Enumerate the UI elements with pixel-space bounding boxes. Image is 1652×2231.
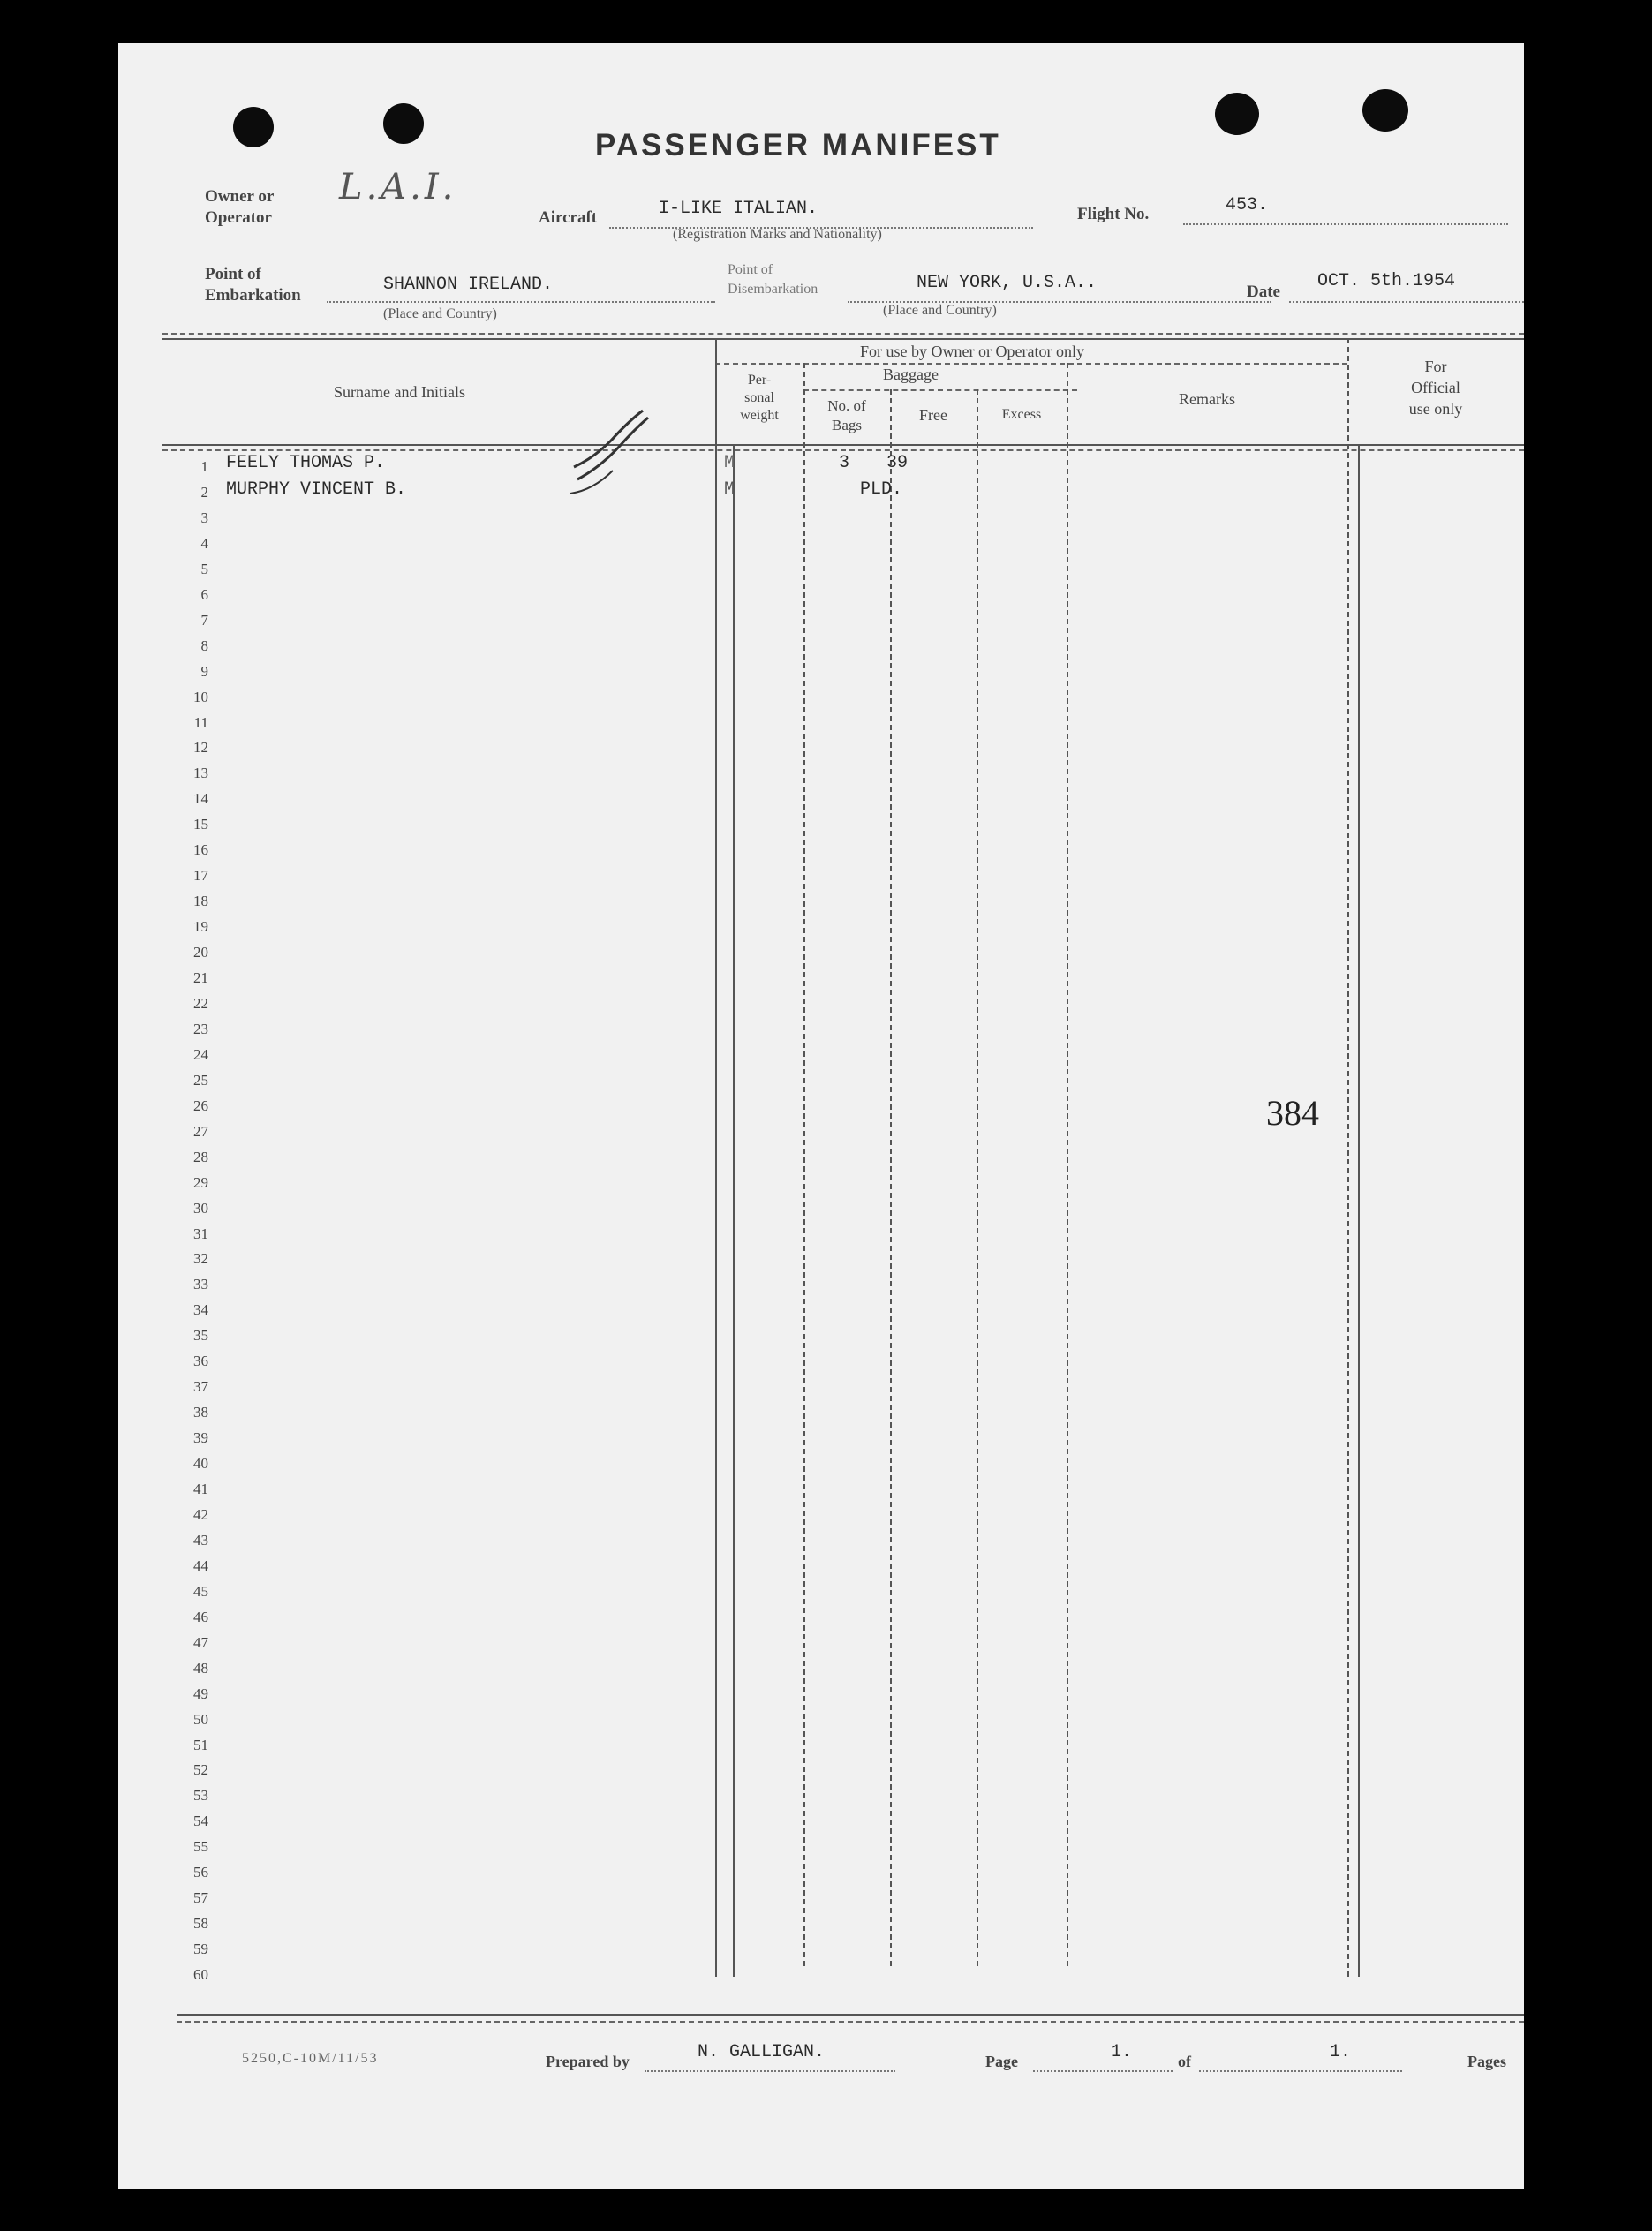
stamp-number: 384 (1266, 1093, 1319, 1133)
row-number: 51 (193, 1736, 208, 1753)
row-number: 48 (193, 1659, 208, 1677)
row-number: 20 (193, 944, 208, 961)
row-number: 23 (193, 1020, 208, 1037)
form-code: 5250,C-10M/11/53 (242, 2051, 379, 2066)
manifest-page (118, 43, 1524, 2189)
row-number: 29 (193, 1173, 208, 1191)
row-number: 26 (193, 1097, 208, 1114)
of-dotted-line (1199, 2070, 1402, 2072)
free-header: Free (919, 406, 947, 424)
row-number: 60 (193, 1966, 208, 1984)
row-number: 41 (193, 1481, 208, 1497)
punch-hole (1362, 89, 1408, 132)
column-rule (890, 389, 892, 1966)
weight-header: Per- sonal weight (740, 373, 779, 423)
row-number: 11 (193, 713, 208, 731)
row-number: 47 (193, 1633, 208, 1651)
punch-hole (383, 103, 424, 144)
row-number: 28 (193, 1148, 208, 1165)
remarks-header: Remarks (1179, 390, 1235, 408)
aircraft-label: Aircraft (539, 208, 598, 227)
passenger-name: FEELY THOMAS P. (226, 453, 386, 473)
row-number: 56 (193, 1864, 208, 1881)
check-mark-icon (567, 405, 655, 502)
prepared-label: Prepared by (546, 2053, 630, 2070)
date-dotted-line (1289, 301, 1524, 303)
row-number: 50 (193, 1710, 208, 1728)
row-number: 49 (193, 1685, 208, 1702)
pages-label: Pages (1467, 2053, 1506, 2070)
passenger-name: MURPHY VINCENT B. (226, 479, 407, 500)
row-number: 2 (200, 483, 208, 501)
footer-rule (177, 2021, 1524, 2023)
row-number: 8 (200, 637, 208, 654)
owner-label: Owner or Operator (205, 187, 275, 227)
row-number: 7 (200, 611, 208, 629)
row-number: 3 (200, 509, 208, 526)
page-value: 1. (1111, 2042, 1133, 2062)
aircraft-value: I-LIKE ITALIAN. (659, 199, 818, 219)
official-header: For Official use only (1408, 358, 1463, 418)
row-number: 55 (193, 1838, 208, 1856)
of-value: 1. (1330, 2042, 1352, 2062)
row-number: 54 (193, 1813, 208, 1830)
passenger-bags: 3 (839, 453, 850, 473)
row-number: 33 (193, 1276, 208, 1293)
row-number: 59 (193, 1941, 208, 1958)
row-number: 22 (193, 994, 208, 1012)
row-number: 46 (193, 1608, 208, 1625)
row-number: 19 (193, 918, 208, 936)
header-top-rule (162, 338, 1524, 340)
row-number: 10 (193, 688, 208, 705)
date-value: OCT. 5th.1954 (1317, 271, 1456, 291)
flight-dotted-line (1183, 223, 1508, 225)
header-bottom-rule (162, 449, 1524, 451)
bags-header: No. of Bags (827, 397, 866, 433)
punch-hole (1215, 93, 1259, 135)
row-number: 39 (193, 1429, 208, 1447)
row-number: 9 (200, 662, 208, 680)
column-rule (715, 338, 717, 1977)
row-number: 40 (193, 1455, 208, 1473)
row-number: 25 (193, 1071, 208, 1089)
page-dotted-line (1033, 2070, 1173, 2072)
excess-header: Excess (1001, 407, 1042, 422)
owner-only-header: For use by Owner or Operator only (860, 343, 1084, 360)
of-label: of (1178, 2053, 1191, 2070)
surname-header: Surname and Initials (334, 383, 465, 401)
passenger-free: PLD. (860, 479, 903, 500)
disembark-caption: (Place and Country) (883, 303, 997, 318)
owner-only-rule (715, 363, 1347, 365)
passenger-weight: M (724, 453, 735, 473)
owner-value: L.A.I. (339, 167, 457, 207)
row-number: 32 (193, 1250, 208, 1268)
flight-value: 453. (1226, 195, 1269, 215)
footer-rule (177, 2014, 1524, 2016)
embark-label: Point of Embarkation (205, 265, 301, 305)
row-number: 38 (193, 1404, 208, 1421)
punch-hole (233, 107, 274, 147)
passenger-weight: M (724, 479, 735, 500)
disembark-label: Point of Disembarkation (728, 262, 818, 297)
baggage-rule (803, 389, 1077, 391)
embark-dotted-line (327, 301, 715, 303)
header-bottom-rule (162, 444, 1524, 446)
row-number: 35 (193, 1327, 208, 1345)
row-number: 45 (193, 1582, 208, 1600)
column-rule (803, 363, 805, 1966)
date-label: Date (1247, 283, 1280, 301)
row-number: 37 (193, 1378, 208, 1396)
row-number: 53 (193, 1787, 208, 1805)
embark-value: SHANNON IRELAND. (383, 275, 554, 295)
row-number: 13 (193, 765, 208, 782)
disembark-value: NEW YORK, U.S.A.. (917, 273, 1098, 293)
row-number: 43 (193, 1531, 208, 1549)
row-number: 4 (200, 534, 208, 552)
row-number: 44 (193, 1556, 208, 1574)
embark-caption: (Place and Country) (383, 306, 497, 321)
prepared-value: N. GALLIGAN. (698, 2042, 826, 2062)
baggage-header: Baggage (883, 366, 939, 383)
column-rule (1347, 338, 1349, 1977)
row-number: 17 (193, 867, 208, 885)
row-number: 42 (193, 1505, 208, 1523)
column-rule (1358, 444, 1360, 1977)
row-number: 15 (193, 816, 208, 833)
row-number: 18 (193, 893, 208, 910)
row-number: 58 (193, 1915, 208, 1933)
column-rule (1067, 363, 1068, 1966)
row-number: 34 (193, 1301, 208, 1319)
row-number: 27 (193, 1122, 208, 1140)
row-number: 30 (193, 1199, 208, 1217)
row-number: 6 (200, 585, 208, 603)
page-title: PASSENGER MANIFEST (595, 128, 1001, 162)
row-number: 24 (193, 1045, 208, 1063)
column-rule (733, 444, 735, 1977)
aircraft-caption: (Registration Marks and Nationality) (673, 227, 882, 242)
row-number: 1 (200, 458, 208, 475)
prepared-dotted-line (645, 2070, 895, 2072)
header-top-rule (162, 333, 1524, 335)
row-number: 5 (200, 560, 208, 577)
column-rule (977, 389, 978, 1966)
row-number: 21 (193, 969, 208, 986)
row-number: 57 (193, 1889, 208, 1907)
flight-label: Flight No. (1077, 205, 1150, 223)
row-number: 12 (193, 739, 208, 757)
row-number: 36 (193, 1353, 208, 1370)
row-number: 16 (193, 841, 208, 859)
passenger-free: 39 (886, 453, 909, 473)
row-number: 52 (193, 1761, 208, 1779)
row-number: 31 (193, 1225, 208, 1242)
page-label: Page (985, 2053, 1018, 2070)
row-number: 14 (193, 790, 208, 808)
